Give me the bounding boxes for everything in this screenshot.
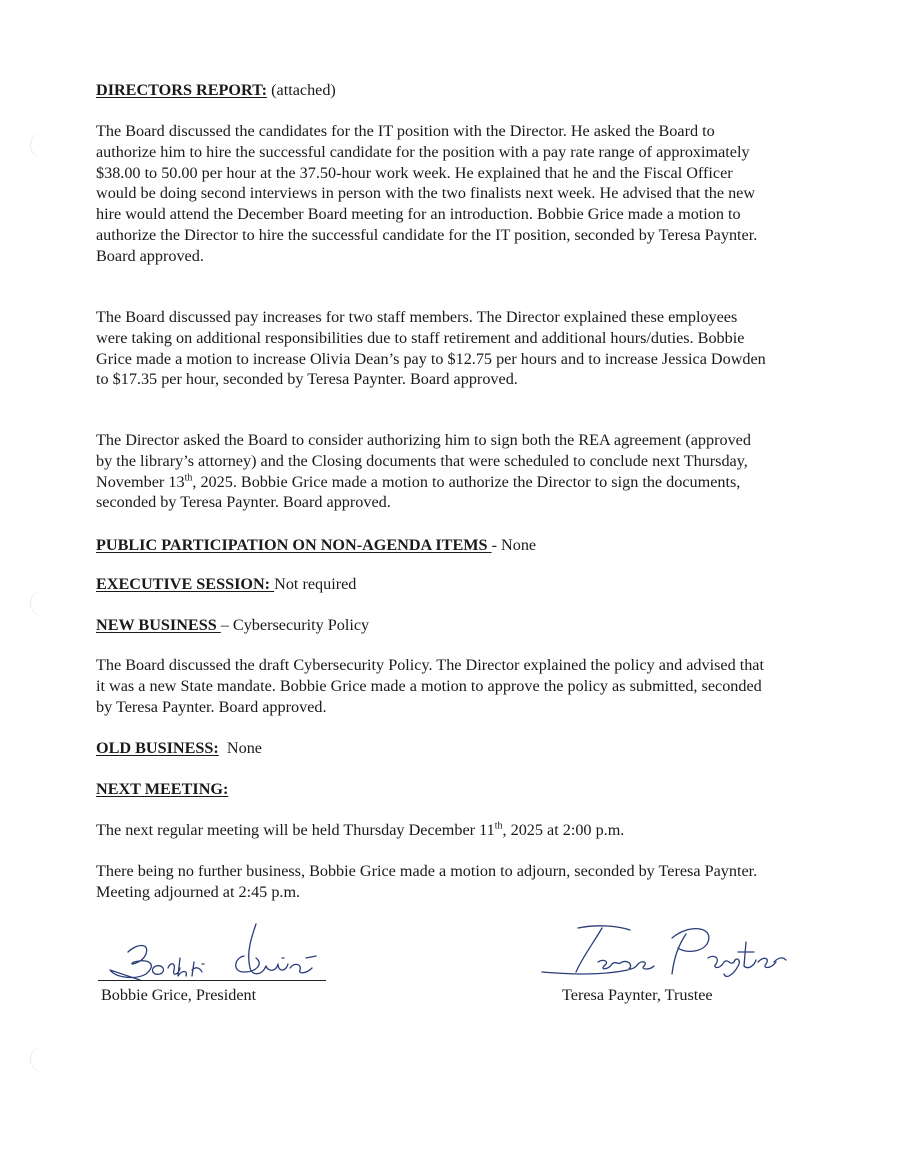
directors-report-note: (attached)	[267, 81, 336, 99]
rea-agreement-paragraph: The Director asked the Board to consider authorizing him to sign both the REA agreement (approved by the library’s attorney) and the Closing documents that were scheduled to conclude next Thursday, November 13th, 2025. Bobbie Grice made a motion to authorize the Director to sign the documents, seconded by Teresa Paynter. Board approved.	[96, 431, 751, 512]
signature-line-left	[98, 980, 326, 981]
trustee-name: Teresa Paynter, Trustee	[562, 986, 713, 1004]
new-business-line	[96, 615, 766, 636]
punch-hole-mark	[30, 590, 57, 616]
executive-session-text: Not required	[274, 575, 357, 593]
public-participation-heading: PUBLIC PARTICIPATION ON NON-AGENDA ITEMS	[96, 536, 492, 554]
next-meeting-paragraph: The next regular meeting will be held Thursday December 11th, 2025 at 2:00 p.m.	[96, 820, 625, 839]
adjournment-paragraph: There being no further business, Bobbie Grice made a motion to adjourn, seconded by Teresa Paynter. Meeting adjourned at 2:45 p.m.	[96, 862, 758, 901]
it-position-paragraph: The Board discussed the candidates for the IT position with the Director. He asked the Board to authorize him to hire the successful candidate for the position with a pay rate range of approximately $38.00 to 50.00 per hour at the 37.50-hour work week. He explained that he and the Fiscal Officer would be doing second interviews in person with the two finalists next week. He advised that the new hire would attend the December Board meeting for an introduction. Bobbie Grice made a motion to authorize the Director to hire the successful candidate for the IT position, seconded by Teresa Paynter. Board approved.	[96, 122, 758, 265]
executive-session-line	[96, 574, 766, 595]
directors-report-heading-line	[96, 80, 766, 101]
public-participation-text: - None	[491, 536, 537, 554]
next-meeting-heading-line	[96, 779, 766, 800]
next-meeting-heading: NEXT MEETING:	[96, 780, 229, 798]
old-business-text: None	[218, 739, 262, 757]
ordinal-suffix: th	[184, 472, 193, 484]
cybersecurity-paragraph: The Board discussed the draft Cybersecurity Policy. The Director explained the policy and advised that it was a new State mandate. Bobbie Grice made a motion to approve the policy as submitted, seconded by Teresa Paynter. Board approved.	[96, 656, 764, 716]
new-business-heading: NEW BUSINESS	[96, 616, 221, 634]
old-business-line	[96, 738, 766, 759]
old-business-heading: OLD BUSINESS:	[96, 739, 219, 757]
ordinal-suffix: th	[494, 820, 503, 832]
new-business-text: – Cybersecurity Policy	[220, 616, 370, 634]
executive-session-heading: EXECUTIVE SESSION:	[96, 575, 275, 593]
pay-increase-paragraph: The Board discussed pay increases for two staff members. The Director explained these employees were taking on additional responsibilities due to staff retirement and additional hours/duties. Bobbie Grice made a motion to increase Olivia Dean’s pay to $12.75 per hours and to increase Jessica Dowden to $17.35 per hour, seconded by Teresa Paynter. Board approved.	[96, 308, 766, 389]
president-name: Bobbie Grice, President	[101, 986, 257, 1004]
signature-teresa-paynter	[538, 918, 788, 990]
punch-hole-mark	[30, 1046, 57, 1072]
punch-hole-mark	[30, 132, 57, 158]
directors-report-heading: DIRECTORS REPORT:	[96, 81, 268, 99]
public-participation-line	[96, 535, 766, 556]
